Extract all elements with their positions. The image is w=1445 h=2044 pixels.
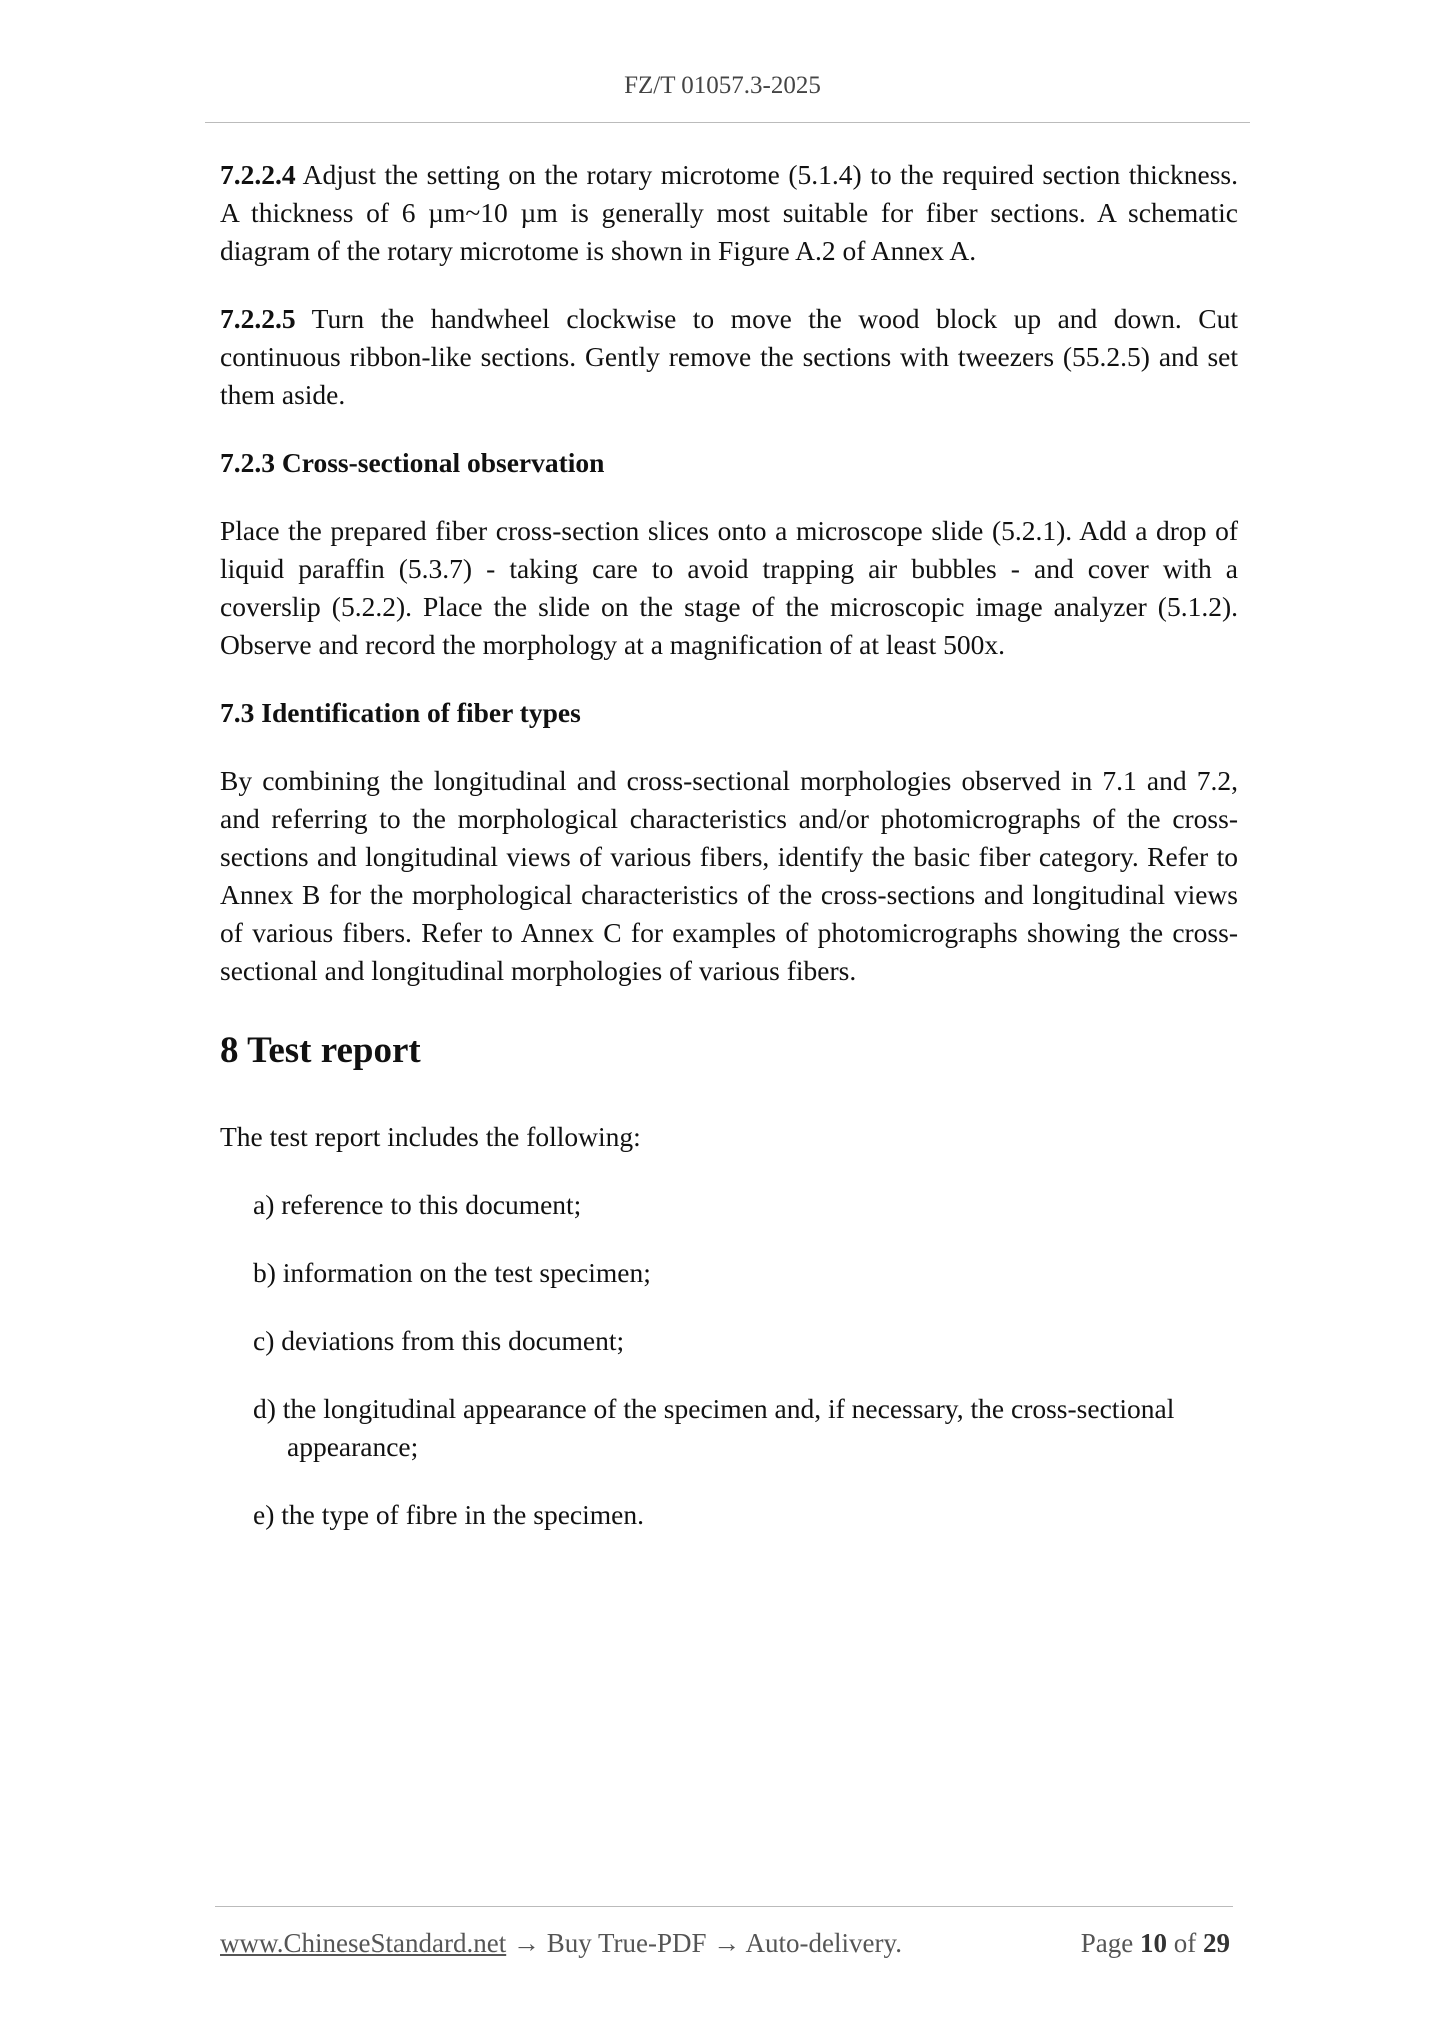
of-label: of [1173, 1928, 1197, 1958]
list-item: a) reference to this document; [253, 1189, 582, 1220]
clause-number: 7.2.2.5 [220, 303, 296, 334]
arrow-right-icon: → [512, 1928, 540, 1958]
document-body [220, 156, 1238, 1564]
document-code-header: FZ/T 01057.3-2025 [624, 72, 821, 99]
page-number: 10 [1140, 1928, 1167, 1958]
heading-7-2-3: 7.2.3 Cross-sectional observation [220, 447, 605, 478]
auto-delivery-text: Auto-delivery. [745, 1928, 902, 1958]
page-indicator [1081, 1928, 1230, 1959]
list-item: c) deviations from this document; [253, 1325, 625, 1356]
heading-7-3: 7.3 Identification of fiber types [220, 697, 581, 728]
clause-text: Turn the handwheel clockwise to move the wood block up and down. Cut continuous ribbon-like sections. Gently remove the sections with tweezers (55.2.5) and set them aside. [220, 303, 1238, 410]
test-report-intro: The test report includes the following: [220, 1121, 641, 1152]
heading-8-test-report: 8 Test report [220, 1030, 421, 1071]
list-item: e) the type of fibre in the specimen. [253, 1499, 644, 1530]
list-item: d) the longitudinal appearance of the specimen and, if necessary, the cross-sectional appearance; [253, 1393, 1175, 1462]
website-link[interactable]: www.ChineseStandard.net [220, 1928, 507, 1958]
test-report-list [220, 1186, 1238, 1534]
clause-number: 7.2.2.4 [220, 159, 296, 190]
footer-promo [220, 1928, 902, 1959]
clause-text: Adjust the setting on the rotary microtome (5.1.4) to the required section thickness. A thickness of 6 µm~10 µm is generally most suitable for fiber sections. A schematic diagram of the rotary microtome is shown in Figure A.2 of Annex A. [220, 159, 1238, 266]
paragraph-7-3: By combining the longitudinal and cross-sectional morphologies observed in 7.1 and 7.2, and referring to the morphological characteristics and/or photomicrographs of the cross-sections and longitudinal views of various fibers, identify the basic fiber category. Refer to Annex B for the morphological characteristics of the cross-sections and longitudinal views of various fibers. Refer to Annex C for examples of photomicrographs showing the cross-sectional and longitudinal morphologies of various fibers. [220, 765, 1238, 986]
paragraph-7-2-3: Place the prepared fiber cross-section slices onto a microscope slide (5.2.1). Add a drop of liquid paraffin (5.3.7) - taking care to avoid trapping air bubbles - and cover with a coverslip (5.2.2). Place the slide on the stage of the microscopic image analyzer (5.1.2). Observe and record the morphology at a magnification of at least 500x. [220, 515, 1238, 660]
buy-true-pdf-text: Buy True-PDF [546, 1928, 707, 1958]
clause-7-2-2-4 [220, 156, 1238, 270]
page-total: 29 [1203, 1928, 1230, 1958]
clause-7-2-2-5 [220, 300, 1238, 414]
arrow-right-icon: → [713, 1928, 741, 1958]
page-label: Page [1080, 1928, 1134, 1958]
header-divider [205, 122, 1250, 123]
list-item: b) information on the test specimen; [253, 1257, 651, 1288]
footer-divider [215, 1906, 1233, 1907]
